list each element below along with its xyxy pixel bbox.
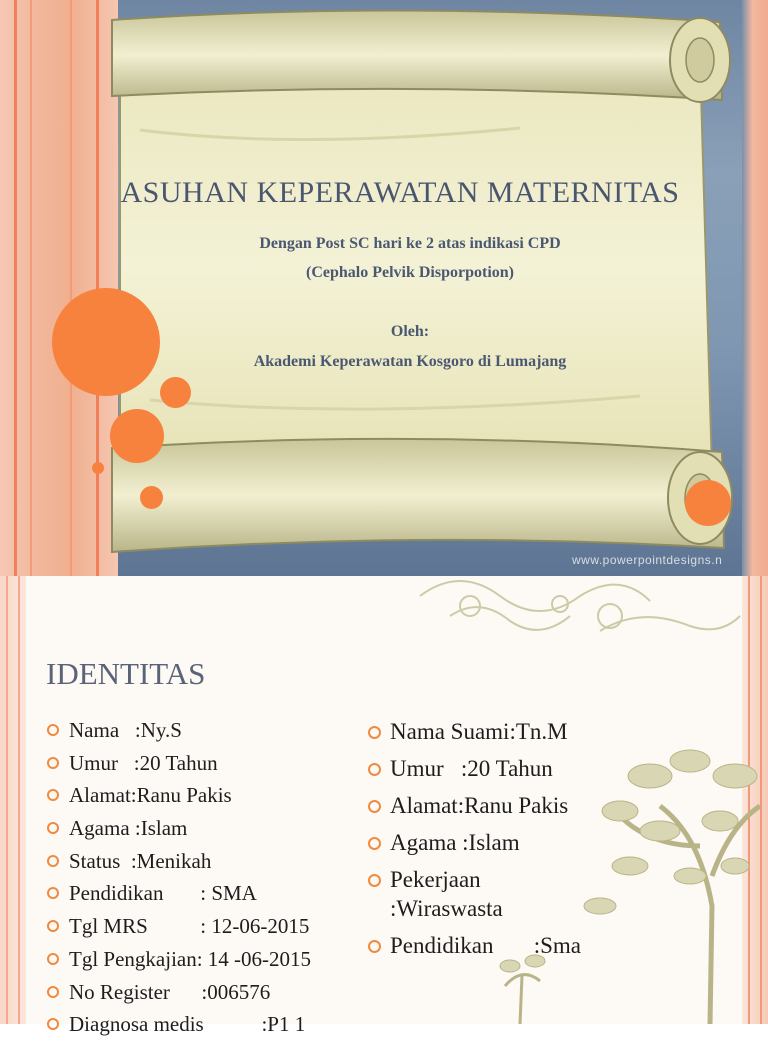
list-item [47,910,311,943]
item-text: Umur :20 Tahun [390,756,553,781]
small-orange-circle-bottom [140,486,163,509]
bullet-icon [47,724,59,736]
bullet-icon [47,855,59,867]
list-item [368,931,581,960]
bullet-icon [47,920,59,932]
item-text: Tgl MRS : 12-06-2015 [69,914,310,939]
bullet-icon [368,763,381,776]
item-text: Nama :Ny.S [69,718,182,742]
list-item [368,754,581,783]
bullet-icon [47,822,59,834]
list-item [47,845,311,878]
list-item [368,717,581,746]
list-item [47,812,311,845]
tiny-orange-circle [92,462,104,474]
bullet-icon [368,800,381,813]
item-text: No Register :006576 [69,979,271,1004]
bullet-icon [47,789,59,801]
list-item [368,865,581,923]
bullet-icon [47,953,59,965]
item-text: Agama :Islam [390,830,520,855]
slide-title: ASUHAN KEPERAWATAN MATERNITAS [120,176,680,209]
item-text: Pendidikan :Sma [390,933,582,958]
bullet-icon [368,726,381,739]
bullet-icon [47,1018,59,1030]
bullet-icon [47,887,59,899]
right-decor-panel [742,0,768,576]
subtitle-line-2: (Cephalo Pelvik Disporpotion) [305,264,514,281]
large-orange-circle [52,288,160,396]
bullet-icon [368,940,381,953]
medium-orange-circle [110,409,164,463]
list-item [47,943,311,976]
watermark-text: www.powerpointdesigns.n [572,553,723,567]
bullet-icon [47,986,59,998]
husband-identity-list [368,717,581,960]
list-item [47,779,311,812]
item-text: Diagnosa medis :P1 1 [69,1012,306,1037]
list-item [47,1008,311,1041]
by-label: Oleh: [390,323,430,340]
bullet-icon [368,837,381,850]
bullet-icon [368,874,381,887]
item-text: Status :Menikah [69,848,212,873]
list-item [368,791,581,820]
list-item [368,828,581,857]
item-text: Pendidikan : SMA [69,881,257,906]
list-item [47,747,311,780]
item-text: Umur :20 Tahun [69,750,218,775]
section-title: IDENTITAS [46,656,206,691]
identity-slide [0,576,768,1037]
item-text: Tgl Pengkajian: 14 -06-2015 [69,946,312,971]
item-text: Agama :Islam [69,816,188,841]
item-text: Nama Suami:Tn.M [390,719,568,744]
small-orange-circle [160,377,191,408]
item-text: Alamat:Ranu Pakis [69,783,232,808]
bullet-icon [47,757,59,769]
subtitle-line-1: Dengan Post SC hari ke 2 atas indikasi CPD [259,235,561,252]
list-item [47,976,311,1009]
institution-name: Akademi Keperawatan Kosgoro di Lumajang [253,353,567,370]
patient-identity-list [47,714,311,1041]
list-item [47,877,311,910]
item-text: Pekerjaan :Wiraswasta [390,867,503,921]
item-text: Alamat:Ranu Pakis [390,793,569,818]
right-orange-circle [685,480,731,526]
list-item [47,714,311,747]
